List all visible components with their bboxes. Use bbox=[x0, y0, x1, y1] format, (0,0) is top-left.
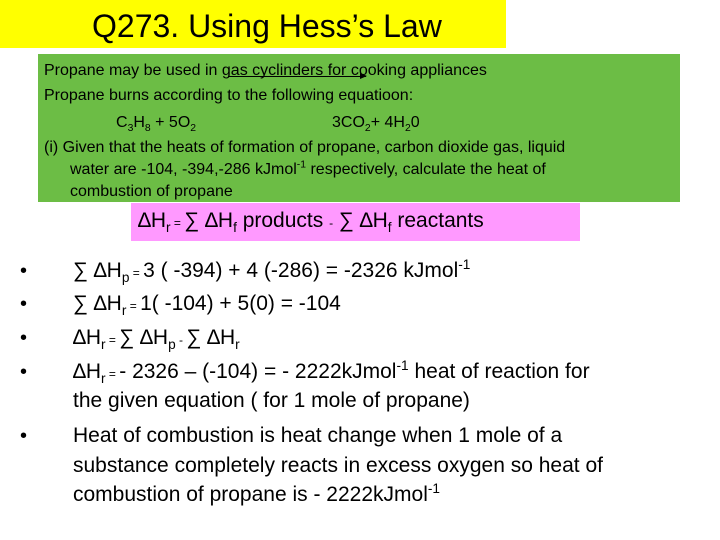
hess-formula: $\Delta H_r$ = ∑ $\Delta H_f$ products - ∑ $\Delta H_f$ reactants bbox=[138, 209, 484, 236]
question-line-2: water are -104, -394,-286 kJmol$^{-1}$ respectively, calculate the heat of bbox=[70, 159, 546, 178]
step-5-line-1: Heat of combustion is heat change when 1 mole of a bbox=[73, 424, 563, 447]
step-5-line-3: combustion of propane is - 2222kJmol$^{-1}$ bbox=[73, 481, 440, 506]
bullet-icon: • bbox=[20, 327, 28, 349]
step-4-line-1: $\Delta H_r$ = - 2326 – (-104) = - 2222kJmol$^{-1}$ heat of reaction for bbox=[73, 358, 590, 387]
question-line-1: (i) Given that the heats of formation of propane, carbon dioxide gas, liquid bbox=[44, 139, 566, 156]
step-3: $\Delta H_r$ = ∑ $\Delta H_p$ - ∑ $\Delta H_r$ bbox=[73, 326, 240, 353]
problem-line-2: Propane burns according to the following equatioon: bbox=[44, 87, 414, 104]
bullet-icon: • bbox=[20, 425, 28, 447]
bullet-icon: • bbox=[20, 361, 28, 383]
equation-products: $3CO_2+ 4H_20$ bbox=[332, 114, 420, 135]
equation-reactants: $C_3H_8 + 5O_2$ bbox=[116, 114, 197, 135]
step-5-line-2: substance completely reacts in excess oxygen so heat of bbox=[73, 454, 603, 477]
bullet-icon: • bbox=[20, 293, 28, 315]
slide-title: Q273. Using Hess’s Law bbox=[92, 8, 442, 44]
bullet-icon: • bbox=[20, 260, 28, 282]
step-2: ∑ $\Delta H_r = 1$( -104) + 5(0) = -104 bbox=[73, 292, 341, 319]
reaction-arrow bbox=[228, 76, 366, 77]
question-line-3: combustion of propane bbox=[70, 183, 233, 200]
step-1: ∑ $\Delta H_p = 3$ ( -394) + 4 (-286) = -2326 kJmol$^{-1}$ bbox=[73, 257, 471, 286]
problem-line-1: Propane may be used in gas cyclinders for cooking appliances bbox=[44, 62, 487, 79]
step-4-line-2: the given equation ( for 1 mole of propane) bbox=[73, 389, 470, 412]
